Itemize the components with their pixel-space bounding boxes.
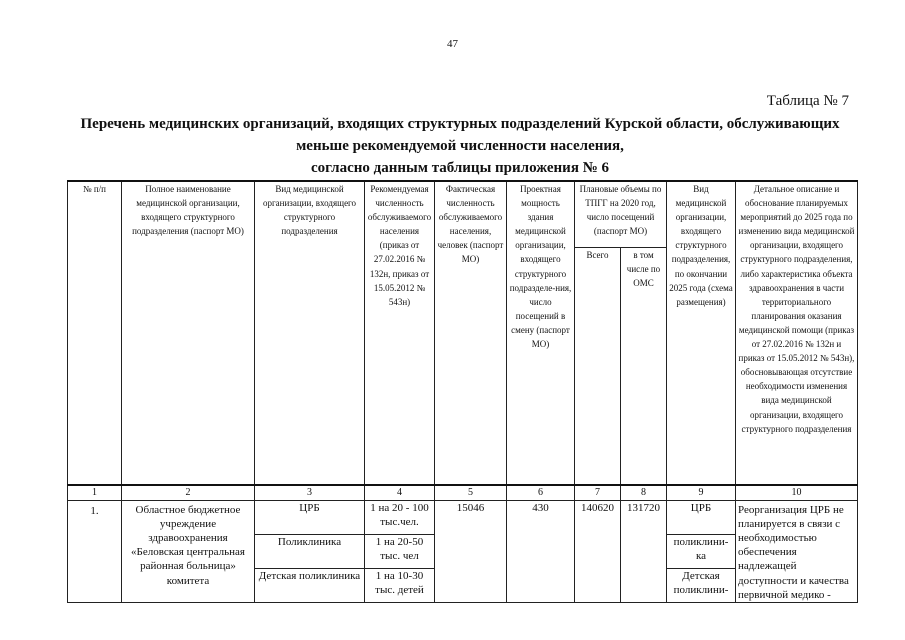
column-number: 4 [365,485,435,501]
header-cell-capacity: Проектная мощность здания медицинской организации, входящего структурного подразделе-ния, число посещений в смену (паспорт МО) [507,181,575,485]
actual-population-cell: 15046 [435,501,507,603]
column-number: 6 [507,485,575,501]
sub-type-cell: Поликлиника [255,534,365,568]
column-number: 5 [435,485,507,501]
header-row [68,181,858,248]
column-number: 8 [621,485,667,501]
norm-cell: 1 на 20-50 тыс. чел [365,534,435,568]
column-number: 3 [255,485,365,501]
column-number: 2 [122,485,255,501]
norm-cell: 1 на 10-30 тыс. детей [365,568,435,602]
total-visits-cell: 140620 [575,501,621,603]
header-cell-recommended: Рекомендуемая численность обслуживаемого населения (приказ от 27.02.2016 № 132н, приказ от 15.05.2012 № 543н) [365,181,435,485]
column-number: 10 [736,485,858,501]
title-line-3: согласно данным таблицы приложения № 6 [310,160,610,176]
header-cell-number: № п/п [68,181,122,485]
capacity-cell: 430 [507,501,575,603]
table-row [68,501,858,535]
column-number-row [68,485,858,501]
header-cell-description: Детальное описание и обоснование планируемых мероприятий до 2025 года по изменению вида медицинской организации, входящего структурного подразделения, либо характеристика объекта здравоохранения в части территориального планирования оказания медицинской помощи (приказ от 27.02.2016 № 132н и приказ от 15.05.2012 № 543н), обосновывающая отсутствие необходимости изменения вида медицинской организации, входящего структурного подразделения [736,181,858,485]
table-label: Таблица № 7 [766,93,849,109]
sub-type-cell: Детская поликлиника [255,568,365,602]
description-cell: Реорганизация ЦРБ не планируется в связи с необходимостью обеспечения надлежащей доступности и качества первичной медико - [736,501,858,603]
row-number: 1. [68,501,122,603]
header-cell-oms: в том числе по ОМС [621,248,667,486]
oms-visits-cell: 131720 [621,501,667,603]
org-name-cell: Областное бюджетное учреждение здравоохранения «Беловская центральная районная больница» комитета [122,501,255,603]
title-line-2: меньше рекомендуемой численности населения, [296,138,624,154]
header-cell-future-type: Вид медицинской организации, входящего структурного подразделения, по окончании 2025 года (схема размещения) [667,181,736,485]
header-cell-org-type: Вид медицинской организации, входящего структурного подразделения [255,181,365,485]
column-number: 9 [667,485,736,501]
future-type-cell: поликлини-ка [667,534,736,568]
sub-type-cell: ЦРБ [255,501,365,535]
title-line-1: Перечень медицинских организаций, входящих структурных подразделений Курской области, обслуживающих [80,116,840,132]
header-cell-org-name: Полное наименование медицинской организации, входящего структурного подразделения (паспорт МО) [122,181,255,485]
organizations-table [67,180,858,603]
future-type-cell: ЦРБ [667,501,736,535]
header-cell-planned-volumes: Плановые объемы по ТПГГ на 2020 год, число посещений (паспорт МО) [575,181,667,248]
header-cell-actual: Фактическая численность обслуживаемого населения, человек (паспорт МО) [435,181,507,485]
document-title [60,113,860,179]
header-cell-total: Всего [575,248,621,486]
future-type-cell: Детская поликлини- [667,568,736,602]
column-number: 7 [575,485,621,501]
column-number: 1 [68,485,122,501]
page-number: 47 [447,38,458,50]
norm-cell: 1 на 20 - 100 тыс.чел. [365,501,435,535]
